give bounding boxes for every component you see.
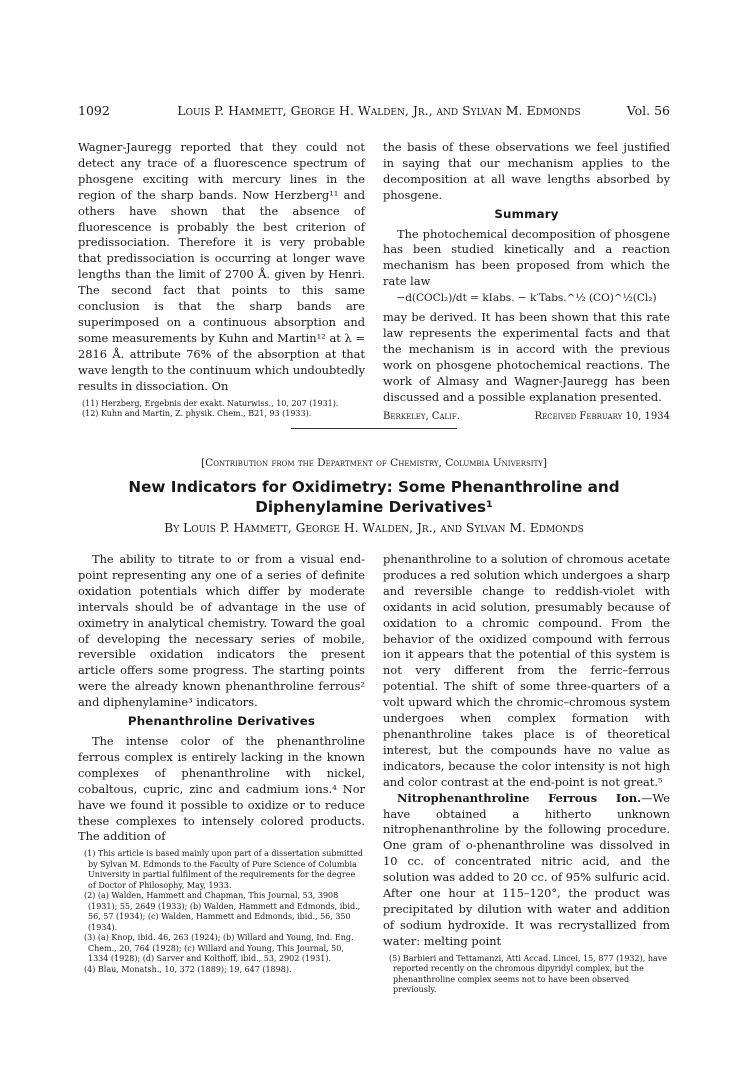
top-left-column bbox=[78, 140, 365, 420]
footnote-1: (1) This article is based mainly upon part of a dissertation submitted by Sylvan M. Edmonds to the Faculty of Pure Science of Columbia University in partial fulfilment of the requirements for the degree of Doctor of Philosophy, May, 1933. bbox=[84, 849, 363, 890]
footnotes-top-left bbox=[78, 399, 365, 420]
continued-paragraph: Wagner-Jauregg reported that they could not detect any trace of a fluorescence spectrum of phosgene exciting with mercury lines in the region of the sharp bands. Now Herzberg¹¹ and others have shown that the absence of fluorescence is probably the best criterion of predissociation. Therefore it is very probable that predissociation is occurring at longer wave lengths than the limit of 2700 Å. given by Henri. The second fact that points to this same conclusion is that the sharp bands are superimposed on a continuous absorption and some measurements by Kuhn and Martin¹² at λ = 2816 Å. attribute 76% of the absorption at that wave length to the continuum which undoubtedly results in dissociation. On bbox=[78, 140, 365, 393]
paragraph-nitrophenanthroline-text: —We have obtained a hitherto unknown nitrophenanthroline by the following procedure. One gram of o-phenanthroline was dissolved in 10 cc. of concentrated nitric acid, and the solution was added to 20 cc. of 95% sulfuric acid. After one hour at 115–120°, the product was precipitated by dilution with water and addition of sodium hydroxide. It was recrystallized from water: melting point bbox=[383, 790, 670, 948]
footnote-5: (5) Barbieri and Tettamanzi, Atti Accad. Lincei, 15, 877 (1932), have reported recently on the chromous dipyridyl complex, but the phenanthroline complex seems not to have been observed previously. bbox=[389, 953, 667, 995]
footnote-12: (12) Kuhn and Martin, Z. physik. Chem., B21, 93 (1933). bbox=[82, 409, 312, 418]
summary-text-1: The photochemical decomposition of phosgene has been studied kinetically and a reaction mechanism has been proposed from which the rate law bbox=[383, 226, 670, 289]
byline: By Louis P. Hammett, George H. Walden, Jr., and Sylvan M. Edmonds bbox=[164, 521, 584, 535]
summary-text-2: may be derived. It has been shown that this rate law represents the experimental facts and that the mechanism is in accord with the previous work on phosgene photochemical reactions. The work of Almasy and Wagner-Jauregg has been discussed and a possible explanation presented. bbox=[383, 310, 670, 404]
section-paragraph: The intense color of the phenanthroline ferrous complex is entirely lacking in the known complexes of phenanthroline with nickel, cobaltous, cupric, zinc and cadmium ions.⁴ Nor have we found it possible to oxidize or to reduce these complexes to intensely colored products. The addition of bbox=[78, 733, 365, 844]
volume-number: Vol. 56 bbox=[626, 103, 670, 118]
summary-heading: Summary bbox=[494, 206, 559, 221]
running-head bbox=[78, 103, 670, 119]
continued-paragraph-right: the basis of these observations we feel justified in saying that our mechanism applies to the decomposition at all wave lengths absorbed by phosgene. bbox=[383, 140, 670, 202]
paragraph-chromous: phenanthroline to a solution of chromous acetate produces a red solution which undergoes a sharp and reversible change to reddish-violet with oxidants in acid solution, presumably because of oxidation to a chromic compound. From the behavior of the oxidized compound with ferrous ion it appears that the potential of this system is not very different from the ferric–ferrous potential. The shift of some three-quarters of a volt upward which the chromic–chromous system undergoes when complex formation with phenanthroline takes place is of theoretical interest, but the compounds have no value as indicators, because the color intensity is not high and color contrast at the end-point is not great.⁵ bbox=[383, 552, 670, 789]
footnote-2: (2) (a) Walden, Hammett and Chapman, This Journal, 53, 3908 (1931); 55, 2649 (1933); (b) Walden, Hammett and Edmonds, ibid., 56, 57 (1934); (c) Walden, Hammett and Edmonds, ibid., 56, 350 (1934). bbox=[84, 891, 361, 932]
running-head-authors: Louis P. Hammett, George H. Walden, Jr., and Sylvan M. Edmonds bbox=[177, 103, 581, 118]
footnote-4: (4) Blau, Monatsh., 10, 372 (1889); 19, 647 (1898). bbox=[84, 964, 292, 974]
received-date: Received February 10, 1934 bbox=[534, 410, 670, 422]
page-number: 1092 bbox=[78, 103, 110, 118]
section-divider bbox=[291, 428, 457, 429]
bottom-left-column bbox=[78, 552, 365, 975]
footnotes-bottom-left bbox=[78, 849, 365, 975]
footnote-3: (3) (a) Knop, ibid. 46, 263 (1924); (b) Willard and Young, Ind. Eng. Chem., 20, 764 (1928); (c) Willard and Young, This Journal, 50, 1334 (1928); (d) Sarver and Kolthoff, ibid., 53, 2902 (1931). bbox=[84, 933, 354, 964]
footnotes-bottom-right bbox=[383, 954, 670, 996]
bottom-right-column bbox=[383, 552, 670, 996]
contribution-line: [Contribution from the Department of Chemistry, Columbia University] bbox=[201, 457, 547, 469]
article-title: New Indicators for Oxidimetry: Some Phenanthroline and Diphenylamine Derivatives¹ bbox=[128, 478, 620, 516]
run-in-heading: Nitrophenanthroline Ferrous Ion. bbox=[397, 790, 642, 805]
paragraph-nitrophenanthroline bbox=[383, 791, 670, 950]
top-right-column bbox=[383, 140, 670, 423]
signature-line bbox=[383, 409, 670, 423]
footnote-11: (11) Herzberg, Ergebnis der exakt. Naturwiss., 10, 207 (1931). bbox=[82, 398, 339, 408]
rate-law-equation: −d(COCl₂)/dt = kIabs. − k′Tabs.^½ (CO)^½(Cl₂) bbox=[396, 292, 657, 305]
location: Berkeley, Calif. bbox=[383, 410, 460, 422]
intro-paragraph: The ability to titrate to or from a visual end-point representing any one of a series of definite oxidation potentials which differ by moderate intervals should be of advantage in the use of oximetry in analytical chemistry. Toward the goal of developing the necessary series of mobile, reversible oxidation indicators the present article offers some progress. The starting points were the already known phenanthroline ferrous² and diphenylamine³ indicators. bbox=[78, 552, 365, 710]
section-heading-phenanthroline: Phenanthroline Derivatives bbox=[127, 714, 316, 729]
